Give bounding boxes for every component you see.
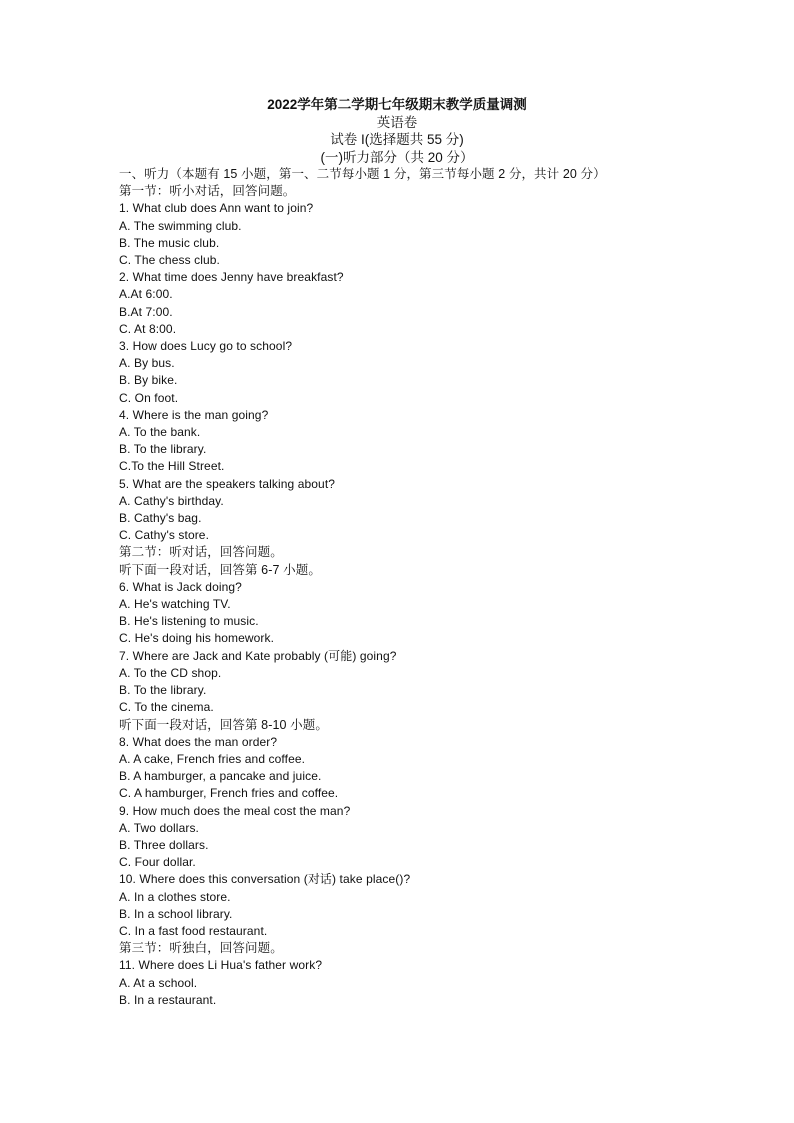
answer-option: B.At 7:00. [119, 304, 173, 319]
answer-option: C. In a fast food restaurant. [119, 923, 268, 938]
answer-option: A. Two dollars. [119, 820, 199, 835]
answer-option: C. He's doing his homework. [119, 631, 275, 646]
question-text: 7. Where are Jack and Kate probably (可能) going? [119, 648, 397, 663]
question-text: 3. How does Lucy go to school? [119, 339, 293, 354]
answer-option: B. Three dollars. [119, 837, 209, 852]
answer-option: B. A hamburger, a pancake and juice. [119, 769, 322, 784]
answer-option: A. At a school. [119, 975, 198, 990]
section-heading: 第一节：听小对话，回答问题。 [119, 184, 296, 199]
question-text: 2. What time does Jenny have breakfast? [119, 270, 344, 285]
answer-option: A.At 6:00. [119, 287, 173, 302]
answer-option: B. In a restaurant. [119, 992, 217, 1007]
answer-option: A. To the CD shop. [119, 665, 222, 680]
question-text: 1. What club does Ann want to join? [119, 201, 314, 216]
section-heading: 一、听力（本题有 15 小题，第一、二节每小题 1 分，第三节每小题 2 分，共计 20 分） [119, 167, 606, 181]
answer-option: C. Four dollar. [119, 855, 196, 870]
answer-option: A. He's watching TV. [119, 597, 231, 612]
answer-option: C. A hamburger, French fries and coffee. [119, 786, 339, 801]
exam-header [0, 96, 794, 166]
exam-body [119, 166, 779, 1009]
part-label: (一)听力部分（共 20 分） [320, 149, 474, 165]
answer-option: A. Cathy's birthday. [119, 493, 224, 508]
answer-option: A. By bus. [119, 356, 175, 371]
answer-option: C. On foot. [119, 390, 179, 405]
question-text: 8. What does the man order? [119, 734, 278, 749]
answer-option: A. In a clothes store. [119, 889, 231, 904]
section-heading: 第二节：听对话，回答问题。 [119, 545, 283, 560]
answer-option: C. To the cinema. [119, 700, 214, 715]
answer-option: A. A cake, French fries and coffee. [119, 751, 306, 766]
answer-option: B. Cathy's bag. [119, 511, 202, 526]
section-heading: 第三节：听独白，回答问题。 [119, 941, 283, 956]
instruction-text: 听下面一段对话，回答第 8-10 小题。 [119, 717, 328, 732]
exam-title: 2022学年第二学期七年级期末教学质量调测 [267, 97, 527, 112]
question-text: 9. How much does the meal cost the man? [119, 803, 351, 818]
answer-option: B. To the library. [119, 442, 207, 457]
question-text: 11. Where does Li Hua's father work? [119, 958, 323, 973]
question-text: 10. Where does this conversation (对话) take place()? [119, 872, 411, 887]
answer-option: B. By bike. [119, 373, 178, 388]
answer-option: A. To the bank. [119, 425, 201, 440]
answer-option: C. At 8:00. [119, 321, 177, 336]
exam-subject: 英语卷 [376, 114, 418, 130]
question-text: 4. Where is the man going? [119, 407, 269, 422]
answer-option: B. He's listening to music. [119, 614, 259, 629]
answer-option: A. The swimming club. [119, 218, 242, 233]
answer-option: B. The music club. [119, 235, 220, 250]
paper-label: 试卷 I(选择题共 55 分) [330, 132, 464, 147]
instruction-text: 听下面一段对话，回答第 6-7 小题。 [119, 562, 321, 577]
question-text: 5. What are the speakers talking about? [119, 476, 336, 491]
answer-option: C. Cathy's store. [119, 528, 210, 543]
answer-option: C. The chess club. [119, 253, 220, 268]
answer-option: C.To the Hill Street. [119, 459, 225, 474]
answer-option: B. In a school library. [119, 906, 233, 921]
question-text: 6. What is Jack doing? [119, 579, 242, 594]
answer-option: B. To the library. [119, 683, 207, 698]
